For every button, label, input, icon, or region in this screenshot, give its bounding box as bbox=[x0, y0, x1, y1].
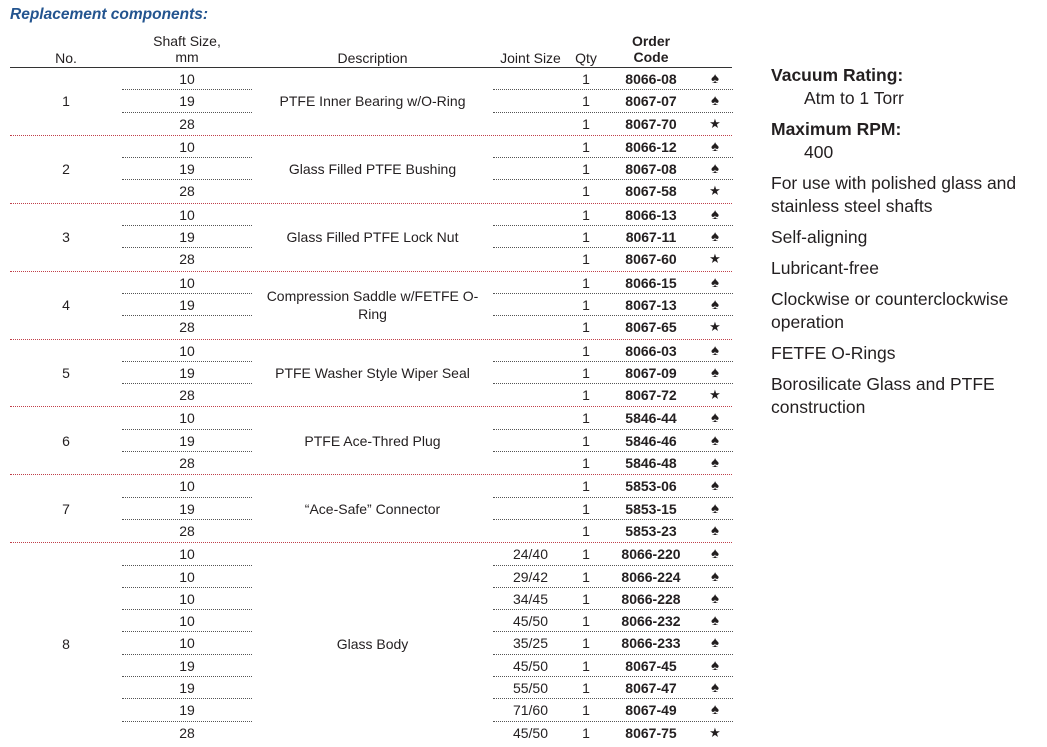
shaft-size-cell: 19 bbox=[179, 161, 195, 178]
spade-icon: ♠ bbox=[711, 545, 719, 563]
qty-cell: 1 bbox=[582, 568, 590, 585]
component-group bbox=[10, 339, 732, 407]
spade-icon: ♠ bbox=[711, 92, 719, 110]
shaft-size-cell: 28 bbox=[179, 251, 195, 268]
order-code-cell: 8067-75 bbox=[625, 724, 677, 741]
shaft-size-cell: 28 bbox=[179, 183, 195, 200]
component-number: 2 bbox=[62, 161, 70, 178]
star-icon: ★ bbox=[709, 387, 721, 403]
component-description: PTFE Ace-Thred Plug bbox=[304, 432, 441, 449]
joint-size-cell bbox=[493, 362, 568, 384]
qty-cell: 1 bbox=[582, 296, 590, 313]
max-rpm-label: Maximum RPM: bbox=[771, 119, 902, 139]
qty-cell: 1 bbox=[582, 161, 590, 178]
header-order-code bbox=[605, 33, 697, 65]
table-row bbox=[10, 475, 732, 497]
order-code-cell: 5853-15 bbox=[625, 500, 677, 517]
component-description: Glass Body bbox=[336, 635, 409, 652]
component-number: 7 bbox=[62, 500, 70, 517]
joint-size-cell bbox=[493, 113, 568, 135]
joint-size-cell: 34/45 bbox=[512, 590, 549, 607]
joint-size-cell bbox=[493, 430, 568, 452]
qty-cell: 1 bbox=[582, 522, 590, 539]
shaft-size-cell: 19 bbox=[179, 229, 195, 246]
spade-icon: ♠ bbox=[711, 589, 719, 607]
shaft-size-cell: 19 bbox=[179, 296, 195, 313]
order-code-cell: 8067-08 bbox=[625, 161, 677, 178]
component-number: 5 bbox=[62, 365, 70, 381]
component-group bbox=[10, 406, 732, 474]
table-row bbox=[10, 655, 732, 677]
joint-size-cell: 24/40 bbox=[512, 546, 549, 563]
spade-icon: ♠ bbox=[711, 477, 719, 495]
joint-size-cell bbox=[493, 452, 568, 474]
header-order-line1: Order bbox=[631, 33, 671, 49]
spade-icon: ♠ bbox=[711, 679, 719, 697]
order-code-cell: 8066-15 bbox=[625, 274, 677, 291]
shaft-size-cell: 10 bbox=[179, 478, 195, 495]
shaft-size-cell: 10 bbox=[179, 590, 195, 607]
component-description: Glass Filled PTFE Lock Nut bbox=[286, 229, 459, 246]
joint-size-cell: 35/25 bbox=[512, 635, 549, 652]
order-code-cell: 8066-220 bbox=[621, 546, 681, 563]
spade-icon: ♠ bbox=[711, 567, 719, 585]
qty-cell: 1 bbox=[582, 680, 590, 697]
order-code-cell: 8067-70 bbox=[625, 115, 677, 132]
header-shaft-line1: Shaft Size, bbox=[153, 33, 221, 49]
qty-cell: 1 bbox=[582, 251, 590, 268]
table-row bbox=[10, 566, 732, 588]
joint-size-cell bbox=[493, 407, 568, 429]
component-group bbox=[10, 271, 732, 339]
joint-size-cell bbox=[493, 180, 568, 202]
order-code-cell: 8067-07 bbox=[625, 93, 677, 110]
star-icon: ★ bbox=[709, 251, 721, 267]
spade-icon: ♠ bbox=[711, 409, 719, 427]
table-row bbox=[10, 113, 732, 135]
star-icon: ★ bbox=[709, 319, 721, 335]
table-row bbox=[10, 384, 732, 406]
table-row bbox=[10, 136, 732, 158]
spade-icon: ♠ bbox=[711, 431, 719, 449]
spade-icon: ♠ bbox=[711, 273, 719, 291]
spade-icon: ♠ bbox=[711, 656, 719, 674]
joint-size-cell bbox=[493, 520, 568, 542]
shaft-size-cell: 28 bbox=[179, 387, 195, 404]
spade-icon: ♠ bbox=[711, 70, 719, 87]
table-row bbox=[10, 610, 732, 632]
max-rpm-value: 400 bbox=[804, 142, 834, 162]
qty-cell: 1 bbox=[582, 590, 590, 607]
order-code-cell: 8067-65 bbox=[625, 319, 677, 336]
table-row bbox=[10, 158, 732, 180]
header-shaft-size bbox=[122, 33, 252, 65]
table-row bbox=[10, 722, 732, 744]
star-icon: ★ bbox=[709, 183, 721, 199]
table-row bbox=[10, 340, 732, 362]
component-group bbox=[10, 542, 732, 744]
table-row bbox=[10, 588, 732, 610]
qty-cell: 1 bbox=[582, 342, 590, 359]
shaft-size-cell: 19 bbox=[179, 364, 195, 381]
spade-icon: ♠ bbox=[711, 341, 719, 359]
qty-cell: 1 bbox=[582, 183, 590, 200]
order-code-cell: 8066-12 bbox=[625, 138, 677, 155]
qty-cell: 1 bbox=[582, 387, 590, 404]
order-code-cell: 8066-224 bbox=[621, 568, 681, 585]
order-code-cell: 8067-47 bbox=[625, 680, 677, 697]
joint-size-cell: 29/42 bbox=[512, 568, 549, 585]
table-row bbox=[10, 362, 732, 384]
component-description: PTFE Inner Bearing w/O-Ring bbox=[279, 93, 466, 110]
qty-cell: 1 bbox=[582, 613, 590, 630]
qty-cell: 1 bbox=[582, 635, 590, 652]
order-code-cell: 8066-03 bbox=[625, 342, 677, 359]
table-row bbox=[10, 226, 732, 248]
spade-icon: ♠ bbox=[711, 454, 719, 472]
shaft-size-cell: 19 bbox=[179, 657, 195, 674]
order-code-cell: 5853-23 bbox=[625, 522, 677, 539]
table-row bbox=[10, 699, 732, 721]
component-group bbox=[10, 68, 732, 135]
header-order-line2: Code bbox=[633, 49, 669, 65]
component-group bbox=[10, 203, 732, 271]
order-code-cell: 8066-228 bbox=[621, 590, 681, 607]
joint-size-cell: 45/50 bbox=[512, 657, 549, 674]
qty-cell: 1 bbox=[582, 115, 590, 132]
joint-size-cell: 45/50 bbox=[512, 613, 549, 630]
component-number: 4 bbox=[62, 297, 70, 314]
spade-icon: ♠ bbox=[711, 205, 719, 223]
joint-size-cell bbox=[493, 475, 568, 497]
shaft-size-cell: 28 bbox=[179, 522, 195, 539]
qty-cell: 1 bbox=[582, 724, 590, 741]
joint-size-cell: 55/50 bbox=[512, 680, 549, 697]
joint-size-cell bbox=[493, 384, 568, 406]
qty-cell: 1 bbox=[582, 546, 590, 563]
order-code-cell: 8067-11 bbox=[625, 229, 677, 246]
order-code-cell: 8066-232 bbox=[621, 613, 681, 630]
qty-cell: 1 bbox=[582, 657, 590, 674]
spade-icon: ♠ bbox=[711, 634, 719, 652]
header-joint-size: Joint Size bbox=[500, 50, 561, 66]
qty-cell: 1 bbox=[582, 432, 590, 449]
table-row bbox=[10, 543, 732, 565]
component-number: 3 bbox=[62, 229, 70, 246]
order-code-cell: 5853-06 bbox=[625, 478, 677, 495]
order-code-cell: 8067-45 bbox=[625, 657, 677, 674]
order-code-cell: 8066-08 bbox=[625, 71, 677, 87]
feature-item: Clockwise or counterclockwise operation bbox=[771, 289, 1009, 332]
qty-cell: 1 bbox=[582, 71, 590, 87]
qty-cell: 1 bbox=[582, 455, 590, 472]
table-row bbox=[10, 316, 732, 338]
header-description: Description bbox=[337, 50, 408, 66]
order-code-cell: 8067-09 bbox=[625, 364, 677, 381]
spade-icon: ♠ bbox=[711, 228, 719, 246]
qty-cell: 1 bbox=[582, 93, 590, 110]
qty-cell: 1 bbox=[582, 319, 590, 336]
component-description: PTFE Washer Style Wiper Seal bbox=[275, 365, 470, 381]
table-row bbox=[10, 452, 732, 474]
spade-icon: ♠ bbox=[711, 701, 719, 719]
component-number: 8 bbox=[62, 635, 70, 652]
joint-size-cell bbox=[493, 68, 568, 90]
joint-size-cell bbox=[493, 158, 568, 180]
component-group bbox=[10, 135, 732, 203]
star-icon: ★ bbox=[709, 115, 721, 131]
component-number: 6 bbox=[62, 432, 70, 449]
joint-size-cell bbox=[493, 136, 568, 158]
spade-icon: ♠ bbox=[711, 363, 719, 381]
spade-icon: ♠ bbox=[711, 137, 719, 155]
qty-cell: 1 bbox=[582, 138, 590, 155]
qty-cell: 1 bbox=[582, 206, 590, 223]
spade-icon: ♠ bbox=[711, 499, 719, 517]
order-code-cell: 8067-58 bbox=[625, 183, 677, 200]
table-row bbox=[10, 294, 732, 316]
table-row bbox=[10, 204, 732, 226]
table-row bbox=[10, 90, 732, 112]
qty-cell: 1 bbox=[582, 410, 590, 427]
qty-cell: 1 bbox=[582, 702, 590, 719]
shaft-size-cell: 10 bbox=[179, 613, 195, 630]
qty-cell: 1 bbox=[582, 500, 590, 517]
spade-icon: ♠ bbox=[711, 521, 719, 539]
order-code-cell: 5846-48 bbox=[625, 455, 677, 472]
shaft-size-cell: 19 bbox=[179, 702, 195, 719]
shaft-size-cell: 28 bbox=[179, 455, 195, 472]
table-row bbox=[10, 677, 732, 699]
joint-size-cell bbox=[493, 498, 568, 520]
order-code-cell: 8067-72 bbox=[625, 387, 677, 404]
order-code-cell: 8067-49 bbox=[625, 702, 677, 719]
shaft-size-cell: 10 bbox=[179, 568, 195, 585]
header-no: No. bbox=[55, 50, 77, 66]
shaft-size-cell: 10 bbox=[179, 635, 195, 652]
component-description: “Ace-Safe” Connector bbox=[304, 500, 441, 517]
shaft-size-cell: 10 bbox=[179, 410, 195, 427]
shaft-size-cell: 10 bbox=[179, 71, 195, 87]
qty-cell: 1 bbox=[582, 364, 590, 381]
order-code-cell: 8067-13 bbox=[625, 296, 677, 313]
shaft-size-cell: 28 bbox=[179, 724, 195, 741]
order-code-cell: 8066-233 bbox=[621, 635, 681, 652]
specs-panel bbox=[771, 60, 1047, 419]
table-row bbox=[10, 430, 732, 452]
joint-size-cell bbox=[493, 340, 568, 362]
feature-item: Borosilicate Glass and PTFE construction bbox=[771, 374, 995, 417]
shaft-size-cell: 10 bbox=[179, 138, 195, 155]
feature-item: Lubricant-free bbox=[771, 258, 879, 278]
table-body bbox=[10, 68, 732, 744]
header-qty: Qty bbox=[575, 50, 597, 66]
spade-icon: ♠ bbox=[711, 160, 719, 178]
table-row bbox=[10, 632, 732, 654]
joint-size-cell bbox=[493, 204, 568, 226]
table-row bbox=[10, 498, 732, 520]
joint-size-cell: 45/50 bbox=[512, 724, 549, 741]
feature-item: FETFE O-Rings bbox=[771, 343, 896, 363]
table-row bbox=[10, 68, 732, 90]
page-title: Replacement components: bbox=[10, 6, 209, 23]
shaft-size-cell: 28 bbox=[179, 115, 195, 132]
component-description: Compression Saddle w/FETFE O-Ring bbox=[266, 288, 479, 323]
shaft-size-cell: 19 bbox=[179, 93, 195, 110]
shaft-size-cell: 19 bbox=[179, 500, 195, 517]
joint-size-cell bbox=[493, 272, 568, 294]
joint-size-cell bbox=[493, 294, 568, 316]
qty-cell: 1 bbox=[582, 478, 590, 495]
shaft-size-cell: 19 bbox=[179, 680, 195, 697]
component-description: Glass Filled PTFE Bushing bbox=[288, 161, 457, 178]
component-group bbox=[10, 474, 732, 542]
spade-icon: ♠ bbox=[711, 612, 719, 630]
shaft-size-cell: 10 bbox=[179, 546, 195, 563]
star-icon: ★ bbox=[709, 724, 721, 740]
components-table bbox=[10, 33, 732, 744]
shaft-size-cell: 10 bbox=[179, 206, 195, 223]
table-row bbox=[10, 272, 732, 294]
spade-icon: ♠ bbox=[711, 295, 719, 313]
order-code-cell: 5846-46 bbox=[625, 432, 677, 449]
order-code-cell: 8067-60 bbox=[625, 251, 677, 268]
joint-size-cell: 71/60 bbox=[512, 702, 549, 719]
table-row bbox=[10, 520, 732, 542]
joint-size-cell bbox=[493, 316, 568, 338]
shaft-size-cell: 10 bbox=[179, 274, 195, 291]
shaft-size-cell: 19 bbox=[179, 432, 195, 449]
table-header bbox=[10, 33, 732, 67]
shaft-size-cell: 28 bbox=[179, 319, 195, 336]
table-row bbox=[10, 180, 732, 202]
joint-size-cell bbox=[493, 90, 568, 112]
header-shaft-line2: mm bbox=[175, 49, 199, 65]
vacuum-rating-value: Atm to 1 Torr bbox=[804, 88, 904, 108]
table-row bbox=[10, 248, 732, 270]
qty-cell: 1 bbox=[582, 229, 590, 246]
order-code-cell: 5846-44 bbox=[625, 410, 677, 427]
feature-item: For use with polished glass and stainless steel shafts bbox=[771, 173, 1017, 216]
qty-cell: 1 bbox=[582, 274, 590, 291]
table-row bbox=[10, 407, 732, 429]
vacuum-rating-label: Vacuum Rating: bbox=[771, 65, 904, 85]
component-number: 1 bbox=[62, 93, 70, 110]
feature-item: Self-aligning bbox=[771, 227, 868, 247]
shaft-size-cell: 10 bbox=[179, 342, 195, 359]
joint-size-cell bbox=[493, 248, 568, 270]
order-code-cell: 8066-13 bbox=[625, 206, 677, 223]
joint-size-cell bbox=[493, 226, 568, 248]
